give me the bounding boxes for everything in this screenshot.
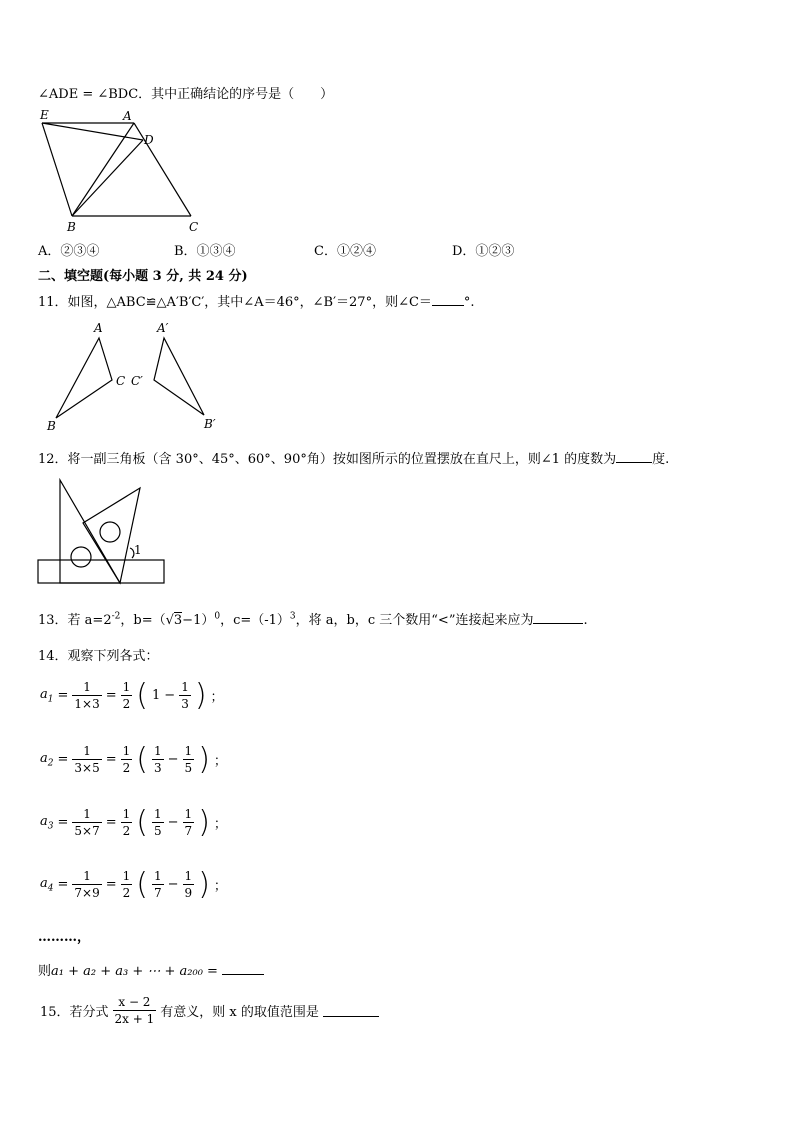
- q11-label-B-prime: B′: [204, 417, 216, 431]
- q13-a-label: 13．若 a=2: [38, 613, 112, 628]
- q10-figure: [34, 104, 209, 236]
- q14-dots: ………，: [38, 930, 91, 945]
- q11-triangle-A2B2C2: [154, 338, 204, 415]
- q13-text: [38, 609, 588, 628]
- q10-label-B: B: [67, 220, 76, 234]
- q10-option-d: D．①②③: [452, 244, 515, 259]
- q12-triangle-45: [83, 488, 140, 583]
- q14-formula-2: $a_2$ = $\frac{1}{3\times 5}$ = $\frac{1}{2}$ ( $\frac{1}{3}$ − $\frac{1}{5}$ ) ；: [40, 742, 227, 777]
- q12-circle-hole-2: [100, 522, 120, 542]
- q11-text-before: 11．如图，△ABC≌△A′B′C′，其中∠A＝46°，∠B′＝27°，则∠C＝: [38, 295, 432, 310]
- q13-sqrt: √3: [165, 613, 183, 628]
- q13-a-exponent: -2: [111, 611, 121, 622]
- q10-segment-EB: [42, 123, 72, 216]
- q10-label-C: C: [189, 220, 199, 234]
- q13-answer-blank[interactable]: [533, 611, 583, 624]
- q10-segment-AC: [134, 123, 191, 216]
- q10-label-D: D: [144, 133, 154, 147]
- q13-end: .: [583, 613, 588, 628]
- q15-answer-blank[interactable]: [323, 1004, 379, 1017]
- q11-label-B: B: [47, 419, 56, 433]
- q11-label-C-prime: C′: [131, 374, 143, 388]
- q14-f1-half: $\frac{1}{2}$: [122, 680, 131, 711]
- q14-formula-1: $a_1$ = $\frac{1}{1\times 3}$ = $\frac{1}{2}$ ( 1 − $\frac{1}{3}$ ) ；: [40, 678, 224, 713]
- q10-segment-DB: [72, 140, 143, 216]
- q11-triangle-ABC: [56, 338, 112, 418]
- q14-f4-lhs: $a_4$: [40, 875, 54, 894]
- q15-after: 有意义，则 x 的取值范围是: [160, 1005, 319, 1020]
- q13-instruction: ，将 a，b，c 三个数用“<”连接起来应为: [295, 613, 534, 628]
- q14-f1-t2: $\frac{1}{3}$: [181, 680, 189, 711]
- q11-label-C: C: [116, 374, 126, 388]
- q12-text-before: 12．将一副三角板（含 30°、45°、60°、90°角）按如图所示的位置摆放在直尺上，则∠1 的度数为: [38, 452, 617, 467]
- q12-angle-label: 1: [134, 543, 142, 557]
- q13-c-exponent: 3: [289, 611, 296, 622]
- q12-answer-blank[interactable]: [616, 450, 652, 463]
- q14-sum-expr: a₁ + a₂ + a₃ + ⋯ + a₂₀₀ =: [51, 964, 218, 979]
- q12-ruler: [38, 560, 164, 583]
- q11-text: [38, 291, 475, 310]
- q13-b-label: ，b=（: [120, 613, 166, 628]
- q14-formula-3: $a_3$ = $\frac{1}{5\times 7}$ = $\frac{1}{2}$ ( $\frac{1}{5}$ − $\frac{1}{7}$ ) ；: [40, 805, 227, 840]
- q10-option-a: A．②③④: [38, 244, 100, 259]
- q14-f2-lhs: $a_2$: [40, 750, 54, 769]
- q14-answer-blank[interactable]: [222, 962, 264, 975]
- q14-sum-prefix: 则: [38, 964, 52, 979]
- q10-option-b: B．①③④: [174, 244, 236, 259]
- q12-text-after: 度.: [652, 452, 670, 467]
- q14-title: 14．观察下列各式：: [38, 649, 159, 664]
- q14-sum: [38, 960, 264, 979]
- q13-c-label: ，c=（-1）: [220, 613, 290, 628]
- q10-label-A: A: [123, 109, 132, 123]
- q12-text: [38, 448, 669, 467]
- q10-label-E: E: [40, 108, 49, 122]
- q12-figure: [36, 478, 171, 586]
- q14-f3-lhs: $a_3$: [40, 813, 54, 832]
- q15-fraction: $\frac{x - 2}{2x + 1}$: [114, 995, 155, 1026]
- q12-circle-hole-1: [71, 547, 91, 567]
- q14-formula-4: $a_4$ = $\frac{1}{7\times 9}$ = $\frac{1}{2}$ ( $\frac{1}{7}$ − $\frac{1}{9}$ ) ；: [40, 867, 227, 902]
- q11-figure: [44, 318, 224, 433]
- q15-before: 15．若分式: [40, 1005, 109, 1020]
- section2-title: 二、填空题(每小题 3 分, 共 24 分): [38, 269, 248, 284]
- q11-answer-blank[interactable]: [432, 293, 464, 306]
- q13-b-rest: −1）: [182, 613, 215, 628]
- q13-sqrt-arg: 3: [173, 613, 183, 628]
- q11-text-after: °.: [463, 295, 475, 310]
- q11-label-A: A: [94, 321, 103, 335]
- q10-stem: [38, 83, 333, 102]
- q10-stem-text: ∠ADE = ∠BDC．其中正确结论的序号是（ ）: [38, 87, 334, 102]
- q13-b-exponent: 0: [214, 611, 221, 622]
- q10-option-c: C．①②④: [314, 244, 376, 259]
- q14-f1-frac: $\frac{1}{1\times 3}$: [74, 680, 100, 711]
- q15-text: [38, 994, 381, 1027]
- q11-label-A-prime: A′: [157, 321, 169, 335]
- q14-f1-lhs: $a_1$: [40, 686, 54, 705]
